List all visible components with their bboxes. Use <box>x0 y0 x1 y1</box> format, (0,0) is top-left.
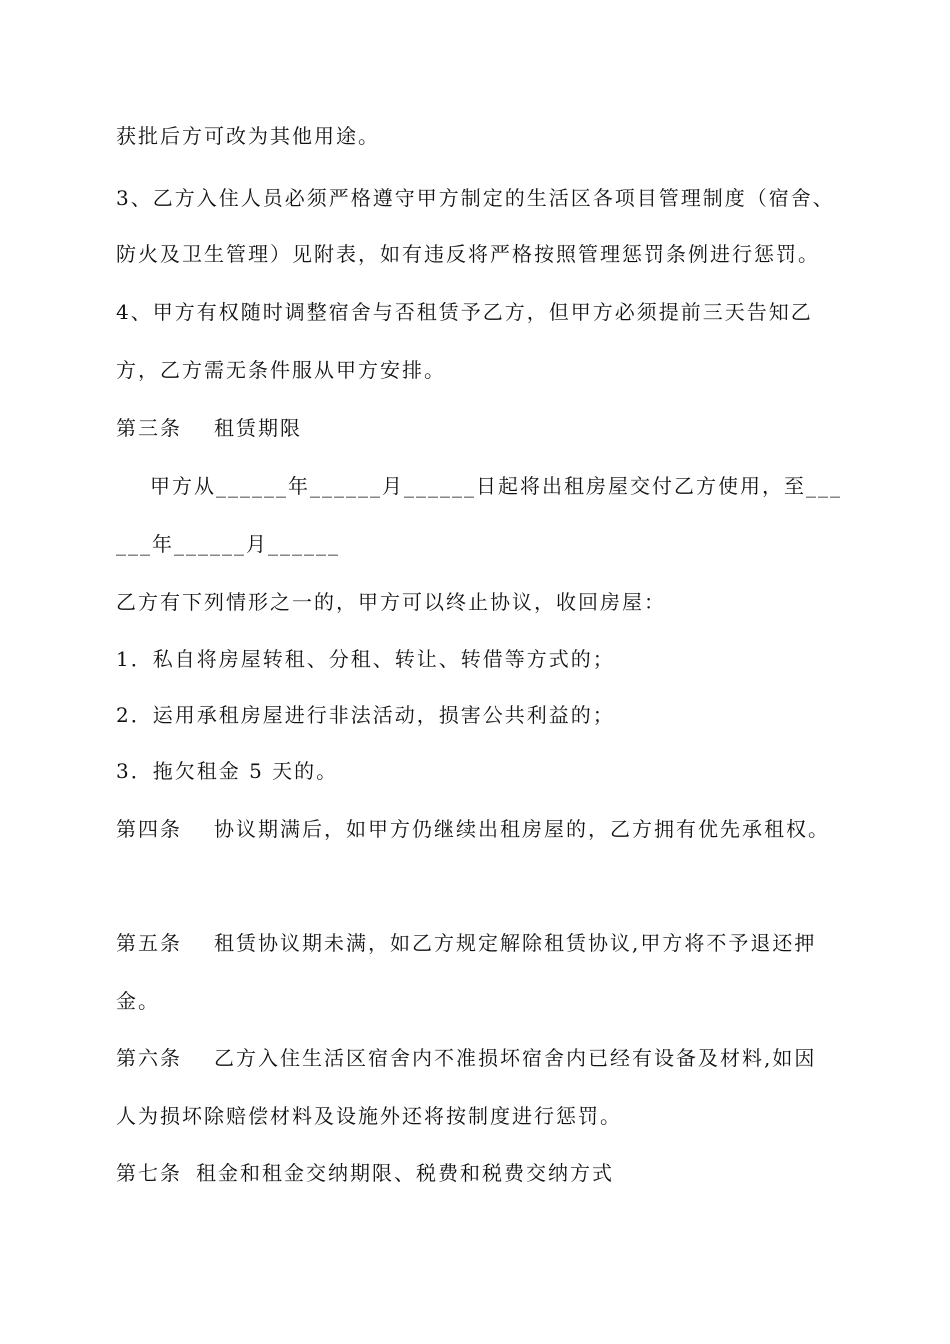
paragraph-line: 获批后方可改为其他用途。 <box>116 124 380 148</box>
article-label: 第六条 <box>116 1046 182 1070</box>
paragraph-line: 防火及卫生管理）见附表，如有违反将严格按照管理惩罚条例进行惩罚。 <box>116 242 820 266</box>
paragraph-line: 金。 <box>116 989 160 1013</box>
article-6 <box>116 1044 856 1072</box>
paragraph-line: 乙方有下列情形之一的，甲方可以终止协议，收回房屋： <box>116 590 666 614</box>
article-label: 第四条 <box>116 817 182 841</box>
list-item: 2．运用承租房屋进行非法活动，损害公共利益的； <box>116 703 615 727</box>
article-5 <box>116 929 856 957</box>
article-7-heading <box>116 1159 856 1187</box>
list-item: 3．拖欠租金 5 天的。 <box>116 759 339 783</box>
article-title: 租赁期限 <box>214 416 302 440</box>
article-title: 租金和租金交纳期限、税费和税费交纳方式 <box>196 1161 614 1185</box>
article-label: 第三条 <box>116 416 182 440</box>
article-text: 租赁协议期未满，如乙方规定解除租赁协议,甲方将不予退还押 <box>214 931 817 955</box>
paragraph-line: 人为损坏除赔偿材料及设施外还将按制度进行惩罚。 <box>116 1104 622 1128</box>
paragraph-line: 3、乙方入住人员必须严格遵守甲方制定的生活区各项目管理制度（宿舍、 <box>116 186 835 210</box>
paragraph-line: 方，乙方需无条件服从甲方安排。 <box>116 358 446 382</box>
list-item: 1．私自将房屋转租、分租、转让、转借等方式的； <box>116 647 615 671</box>
article-text: 协议期满后，如甲方仍继续出租房屋的，乙方拥有优先承租权。 <box>214 817 830 841</box>
article-text: 乙方入住生活区宿舍内不准损坏宿舍内已经有设备及材料,如因 <box>214 1046 817 1070</box>
article-3-heading <box>116 414 856 442</box>
paragraph-line: 甲方从______年______月______日起将出租房屋交付乙方使用，至___ <box>150 474 842 498</box>
paragraph-line: 4、甲方有权随时调整宿舍与否租赁予乙方，但甲方必须提前三天告知乙 <box>116 300 813 324</box>
paragraph-line: ___年______月______ <box>116 532 340 556</box>
article-label: 第七条 <box>116 1161 182 1185</box>
article-label: 第五条 <box>116 931 182 955</box>
article-4 <box>116 815 856 843</box>
